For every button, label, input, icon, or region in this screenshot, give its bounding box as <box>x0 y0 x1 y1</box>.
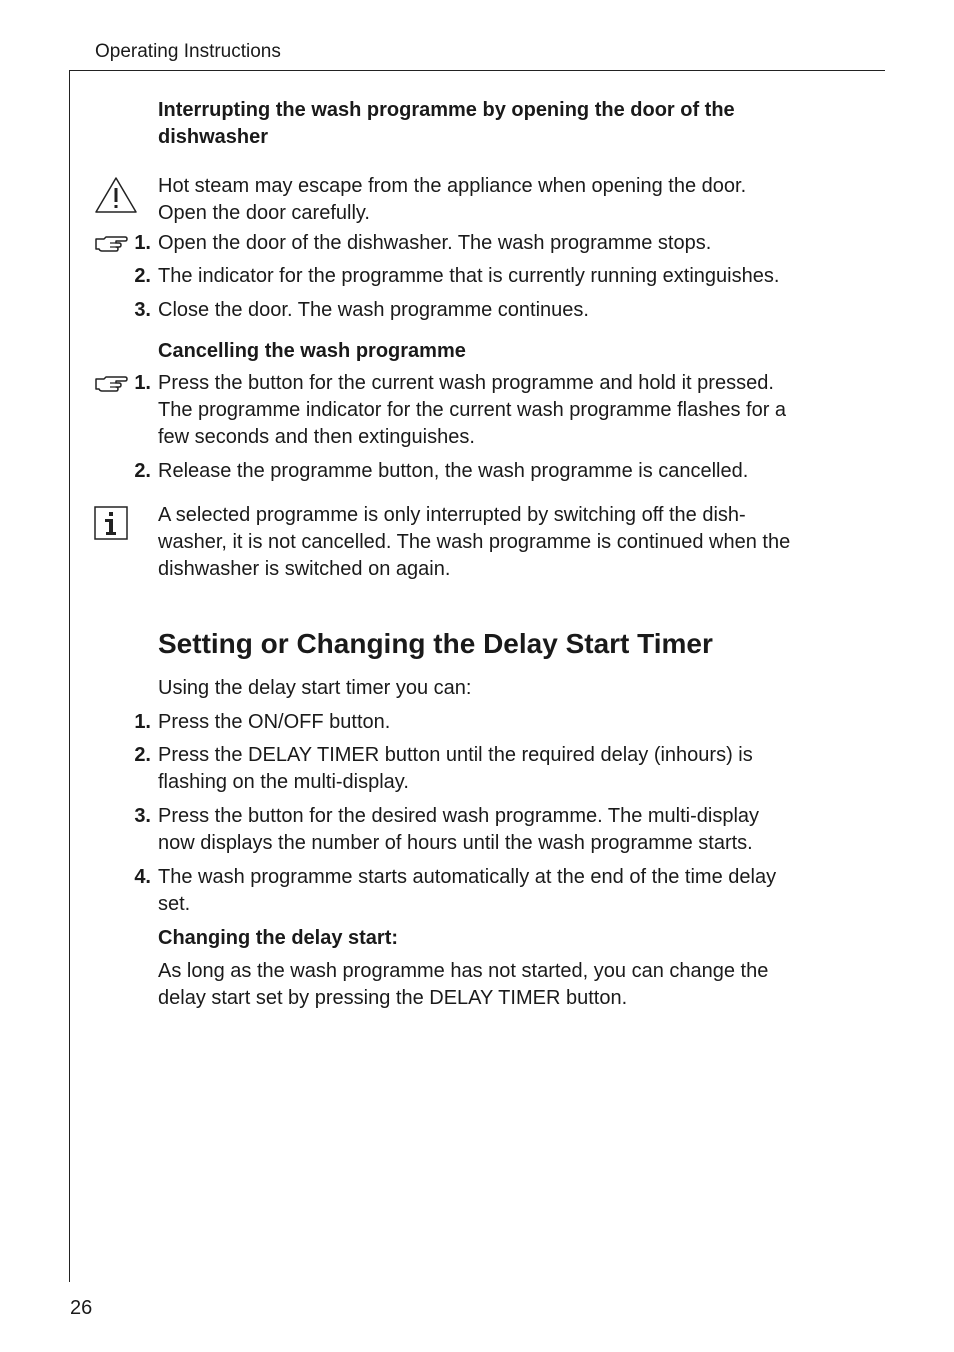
info-icon <box>94 506 128 540</box>
interrupt-heading-line1: Interrupting the wash programme by opening the door of the <box>158 99 735 121</box>
interrupt-step2-text: The indicator for the programme that is currently running extinguishes. <box>158 265 780 287</box>
change-heading: Changing the delay start: <box>158 927 399 949</box>
delay-step2-number: 2. <box>134 744 151 766</box>
delay-step3-text <box>158 803 868 857</box>
interrupt-step3-text: Close the door. The wash programme continues. <box>158 299 589 321</box>
delay-step2-text <box>158 742 868 796</box>
interrupt-step1-text: Open the door of the dishwasher. The wash programme stops. <box>158 232 712 254</box>
cancel-step1-text <box>158 370 868 451</box>
cancel-step1-line1: Press the button for the current wash programme and hold it pressed. <box>158 372 774 394</box>
interrupt-step3-number: 3. <box>134 299 151 321</box>
warning-line2: Open the door carefully. <box>158 202 370 224</box>
info-note-line1: A selected programme is only interrupted by switching off the dish- <box>158 504 746 526</box>
cancel-step1-line2: The programme indicator for the current wash programme flashes for a <box>158 399 787 421</box>
info-note-line3: dishwasher is switched on again. <box>158 558 451 580</box>
info-note <box>158 502 868 583</box>
running-head: Operating Instructions <box>95 41 281 62</box>
delay-step2-line1: Press the DELAY TIMER button until the required delay (inhours) is <box>158 744 753 766</box>
change-line2: delay start set by pressing the DELAY TIMER button. <box>158 987 628 1009</box>
change-line1: As long as the wash programme has not started, you can change the <box>158 960 769 982</box>
interrupt-step1-number: 1. <box>134 232 151 254</box>
warning-triangle-icon <box>94 175 138 215</box>
delay-step1-text: Press the ON/OFF button. <box>158 711 391 733</box>
delay-step4-line2: set. <box>158 893 191 915</box>
interrupt-heading <box>158 97 868 151</box>
page-number: 26 <box>70 1297 93 1319</box>
section-title: Setting or Changing the Delay Start Timer <box>158 628 713 659</box>
delay-step4-number: 4. <box>134 866 151 888</box>
delay-step2-line2: flashing on the multi-display. <box>158 771 409 793</box>
cancel-step1-number: 1. <box>134 372 151 394</box>
delay-step1-number: 1. <box>134 711 151 733</box>
margin-rule <box>69 70 70 1282</box>
cancel-step2-number: 2. <box>134 460 151 482</box>
delay-step3-line1: Press the button for the desired wash programme. The multi-display <box>158 805 760 827</box>
pointing-hand-icon <box>94 234 128 254</box>
warning-line1: Hot steam may escape from the appliance when opening the door. <box>158 175 747 197</box>
delay-step3-line2: now displays the number of hours until the wash programme starts. <box>158 832 753 854</box>
cancel-heading: Cancelling the wash programme <box>158 340 466 362</box>
interrupt-heading-line2: dishwasher <box>158 126 269 148</box>
delay-step4-line1: The wash programme starts automatically at the end of the time delay <box>158 866 777 888</box>
header-rule <box>70 70 885 71</box>
cancel-step1-line3: few seconds and then extinguishes. <box>158 426 475 448</box>
info-note-line2: washer, it is not cancelled. The wash programme is continued when the <box>158 531 791 553</box>
cancel-step2-text: Release the programme button, the wash programme is cancelled. <box>158 460 749 482</box>
delay-intro: Using the delay start timer you can: <box>158 677 472 699</box>
change-text <box>158 958 868 1012</box>
delay-step4-text <box>158 864 868 918</box>
delay-step3-number: 3. <box>134 805 151 827</box>
interrupt-step2-number: 2. <box>134 265 151 287</box>
warning-text <box>158 173 868 227</box>
pointing-hand-icon <box>94 374 128 394</box>
